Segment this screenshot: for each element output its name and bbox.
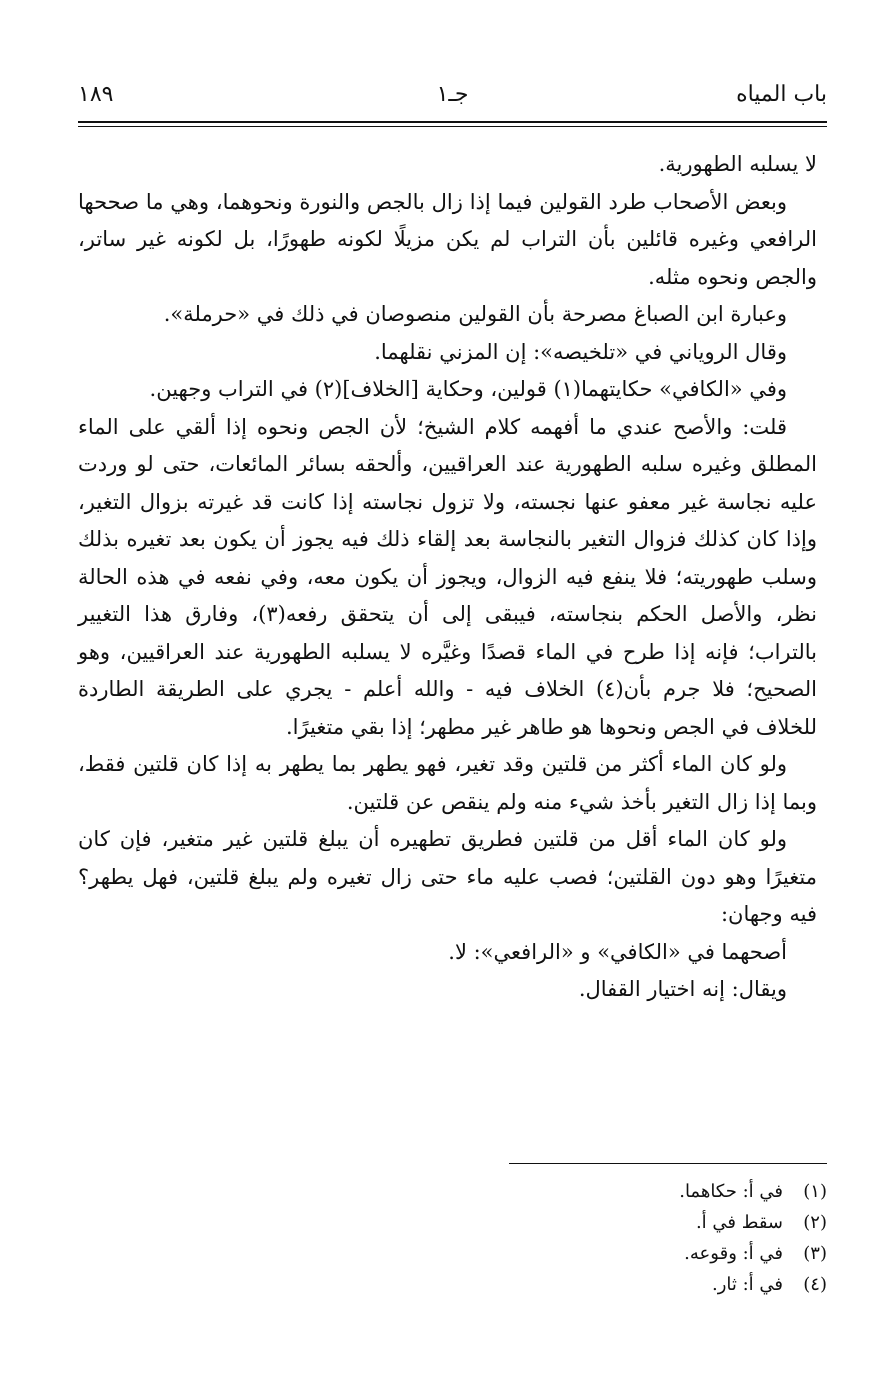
paragraph: أصحهما في «الكافي» و «الرافعي»: لا. (448, 939, 787, 964)
footnote-number: (٢) (803, 1212, 827, 1233)
paragraph: لا يسلبه الطهورية. (658, 152, 817, 176)
footnote-text: في أ: حكاهما. (679, 1181, 783, 1202)
footnote-number: (٣) (803, 1243, 827, 1264)
volume-label: جـ١ (436, 82, 469, 107)
paragraph: ولو كان الماء أقل من قلتين فطريق تطهيره أن يبلغ قلتين غير متغير، فإن كان متغيرًا وهو دون القلتين؛ فصب عليه ماء حتى زال تغيره ولم يبلغ قلتين، فهل يطهر؟ فيه وجهان: (78, 827, 817, 926)
footnote (427, 1269, 827, 1300)
footnote (427, 1176, 827, 1207)
footnote-separator (509, 1163, 827, 1164)
main-text (78, 146, 817, 1009)
paragraph: ولو كان الماء أكثر من قلتين وقد تغير، فهو يطهر بما يطهر به إذا كان قلتين فقط، وبما إذا زال التغير بأخذ شيء منه ولم ينقص عن قلتين. (78, 752, 817, 814)
footnote-text: في أ: وقوعه. (684, 1243, 783, 1264)
footnote-text: سقط في أ. (695, 1212, 783, 1233)
footnote-number: (٤) (803, 1274, 827, 1295)
paragraph: وبعض الأصحاب طرد القولين فيما إذا زال بالجص والنورة ونحوهما، وهي ما صححها الرافعي وغيره قائلين بأن التراب لم يكن مزيلًا لكونه طهورًا، بل لكونه غير ساتر، والجص ونحوه مثله. (78, 189, 817, 289)
footnote-number: (١) (803, 1181, 827, 1202)
paragraph: وقال الروياني في «تلخيصه»: إن المزني نقلهما. (374, 339, 787, 364)
footnote (427, 1238, 827, 1269)
footnotes (427, 1176, 827, 1300)
page-number: ١٨٩ (78, 82, 114, 107)
header-rule-thick (78, 121, 827, 123)
paragraph: ويقال: إنه اختيار القفال. (578, 977, 787, 1001)
running-header (78, 82, 827, 122)
header-rule-thin (78, 126, 827, 127)
paragraph: وعبارة ابن الصباغ مصرحة بأن القولين منصوصان في ذلك في «حرملة». (163, 302, 787, 326)
chapter-title: باب المياه (736, 82, 827, 107)
footnote (427, 1207, 827, 1238)
paragraph: قلت: والأصح عندي ما أفهمه كلام الشيخ؛ لأن الجص ونحوه إذا ألقي على الماء المطلق وغيره سلبه الطهورية عند العراقيين، وألحقه بسائر المائعات، حتى لو وردت عليه نجاسة غير معفو عنها نجسته، ولا تزول نجاسته إذا كانت قد غيرته بزوال التغير، وإذا كان كذلك فزوال التغير بالنجاسة بعد إلقاء ذلك فيه يجوز أن يكون بعد تغيره بذلك وسلب طهوريته؛ فلا ينفع فيه الزوال، ويجوز أن يكون معه، وفي نفعه في هذه الحالة نظر، والأصل الحكم بنجاسته، فيبقى إلى أن يتحقق رفعه(٣)، وفارق هذا التغيير بالتراب؛ فإنه إذا طرح في الماء قصدًا وغيَّره لا يسلبه الطهورية عند العراقيين، وهو الصحيح؛ فلا جرم بأن(٤) الخلاف فيه - والله أعلم - يجري على الطريقة الطاردة للخلاف في الجص ونحوها هو طاهر غير مطهر؛ إذا بقي متغيرًا. (78, 414, 818, 739)
footnote-text: في أ: ثار. (711, 1274, 783, 1295)
paragraph: وفي «الكافي» حكايتهما(١) قولين، وحكاية [الخلاف](٢) في التراب وجهين. (149, 377, 787, 401)
